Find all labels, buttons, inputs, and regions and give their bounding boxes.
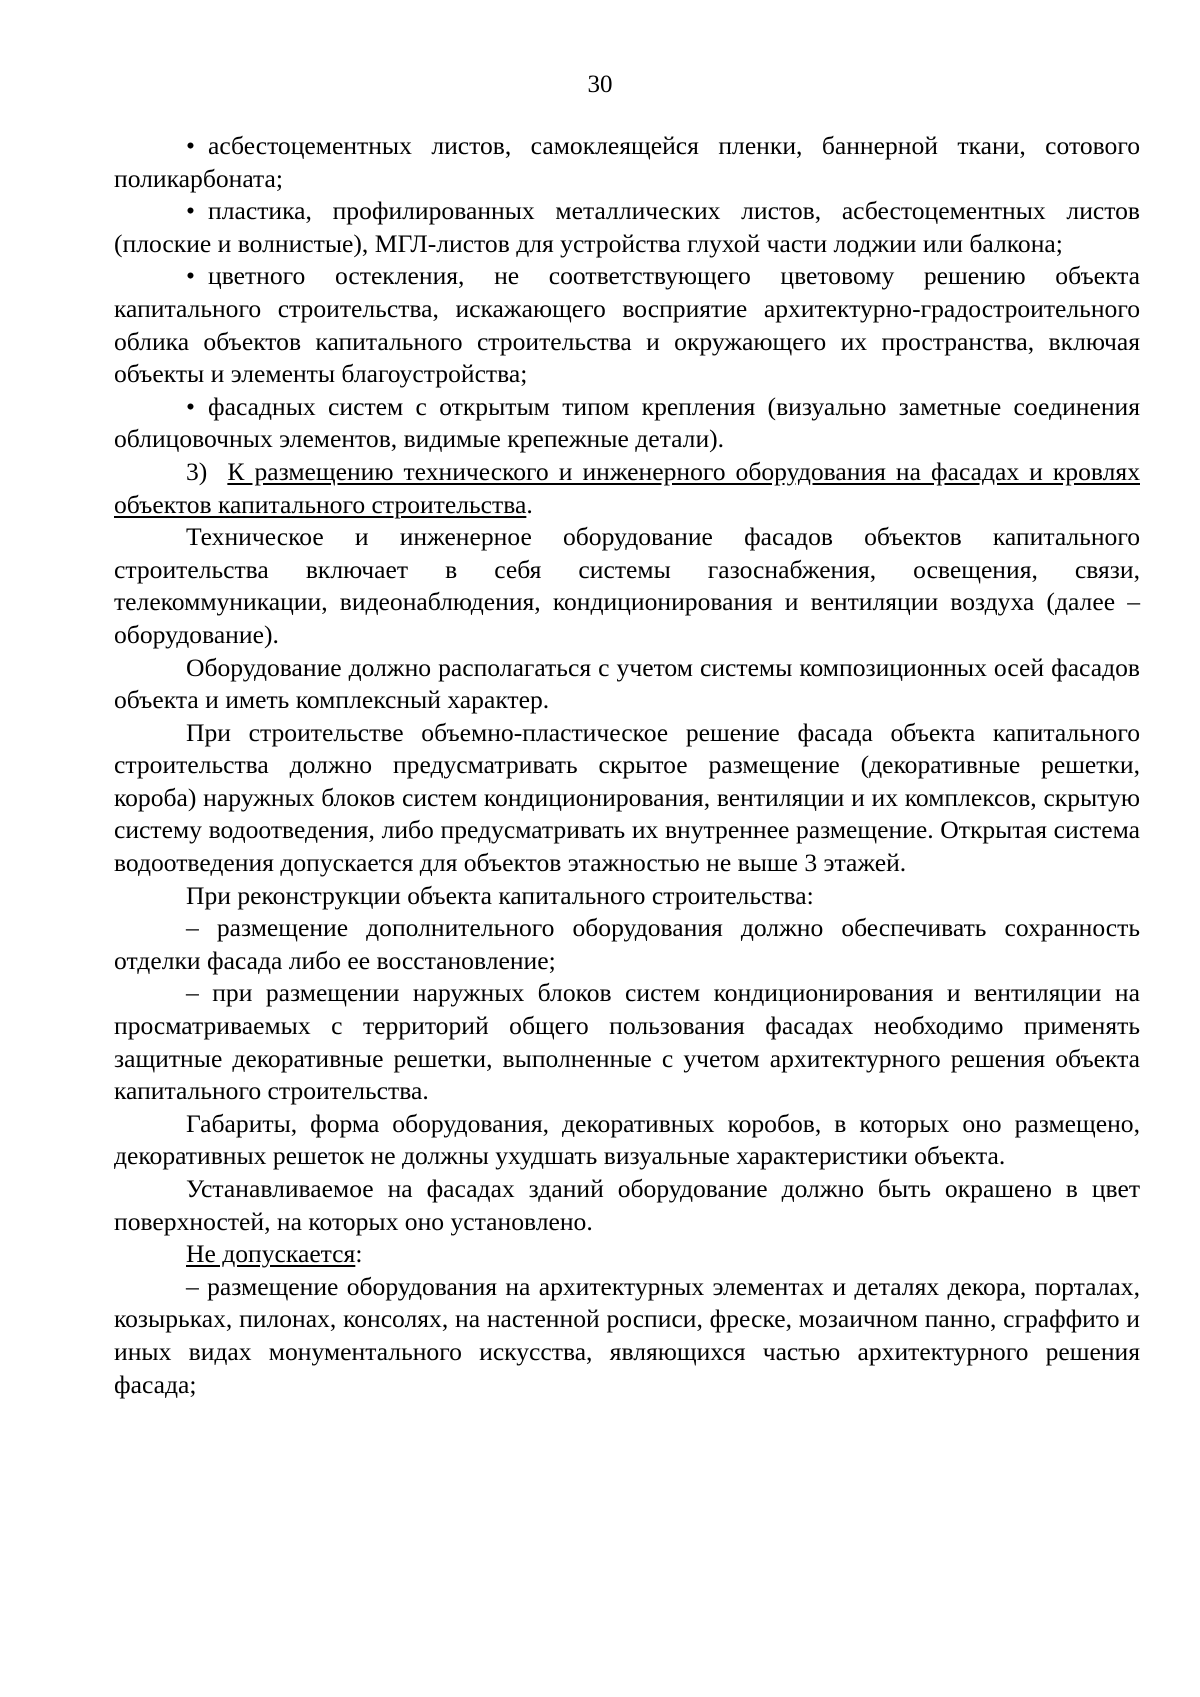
not-allowed-colon: : bbox=[355, 1239, 363, 1269]
paragraph: Оборудование должно располагаться с учетом системы композиционных осей фасадов объекта и иметь комплексный характер. bbox=[114, 652, 1140, 715]
document-body bbox=[114, 130, 1140, 1401]
list-item-text: цветного остекления, не соответствующего цветовому решению объекта капитального строительства, искажающего восприятие архитектурно-градостроительного облика объектов капитального строительства и окружающего их пространства, включая объекты и элементы благоустройства; bbox=[114, 261, 1140, 389]
bullet-icon: • bbox=[186, 196, 195, 226]
section-number: 3) bbox=[186, 456, 208, 486]
list-item bbox=[114, 260, 1140, 390]
not-allowed-heading bbox=[114, 1238, 1140, 1271]
dash-item: – размещение оборудования на архитектурных элементах и деталях декора, порталах, козырьках, пилонах, консолях, на настенной росписи, фреске, мозаичном панно, сграффито и иных видах монументального искусства, являющихся частью архитектурного решения фасада; bbox=[114, 1271, 1140, 1399]
bullet-icon: • bbox=[186, 131, 195, 160]
not-allowed-label: Не допускается bbox=[186, 1239, 356, 1269]
section-heading-text: К размещению технического и инженерного оборудования на фасадах и кровлях объектов капитального строительства bbox=[114, 456, 1140, 519]
paragraph: При строительстве объемно-пластическое решение фасада объекта капитального строительства должно предусматривать скрытое размещение (декоративные решетки, короба) наружных блоков систем кондиционирования, вентиляции и их комплексов, скрытую систему водоотведения, либо предусматривать их внутреннее размещение. Открытая система водоотведения допускается для объектов этажностью не выше 3 этажей. bbox=[114, 717, 1140, 878]
paragraph: Техническое и инженерное оборудование фасадов объектов капитального строительства включает в себя системы газоснабжения, освещения, связи, телекоммуникации, видеонаблюдения, кондиционирования и вентиляции воздуха (далее – оборудование). bbox=[114, 522, 1140, 649]
paragraph: При реконструкции объекта капитального строительства: bbox=[186, 880, 814, 910]
section-heading-tail: . bbox=[526, 489, 533, 519]
section-heading bbox=[114, 456, 1140, 521]
list-item bbox=[114, 195, 1140, 260]
bullet-icon: • bbox=[186, 261, 195, 291]
paragraph: Габариты, форма оборудования, декоративных коробов, в которых оно размещено, декоративных решеток не должны ухудшать визуальные характеристики объекта. bbox=[114, 1108, 1140, 1171]
paragraph: Устанавливаемое на фасадах зданий оборудование должно быть окрашено в цвет поверхностей, на которых оно установлено. bbox=[114, 1174, 1140, 1236]
list-item bbox=[114, 391, 1140, 456]
dash-item: – при размещении наружных блоков систем кондиционирования и вентиляции на просматриваемых с территорий общего пользования фасадах необходимо применять защитные декоративные решетки, выполненные с учетом архитектурного решения объекта капитального строительства. bbox=[114, 978, 1140, 1106]
bullet-icon: • bbox=[186, 391, 195, 421]
page-number: 30 bbox=[587, 71, 613, 98]
dash-item: – размещение дополнительного оборудования должно обеспечивать сохранность отделки фасада либо ее восстановление; bbox=[114, 913, 1140, 975]
list-item-text: фасадных систем с открытым типом крепления (визуально заметные соединения облицовочных элементов, видимые крепежные детали). bbox=[114, 391, 1140, 454]
list-item-text: асбестоцементных листов, самоклеящейся пленки, баннерной ткани, сотового поликарбоната; bbox=[114, 131, 1140, 193]
list-item bbox=[114, 130, 1140, 195]
list-item-text: пластика, профилированных металлических листов, асбестоцементных листов (плоские и волнистые), МГЛ-листов для устройства глухой части лоджии или балкона; bbox=[114, 196, 1140, 258]
